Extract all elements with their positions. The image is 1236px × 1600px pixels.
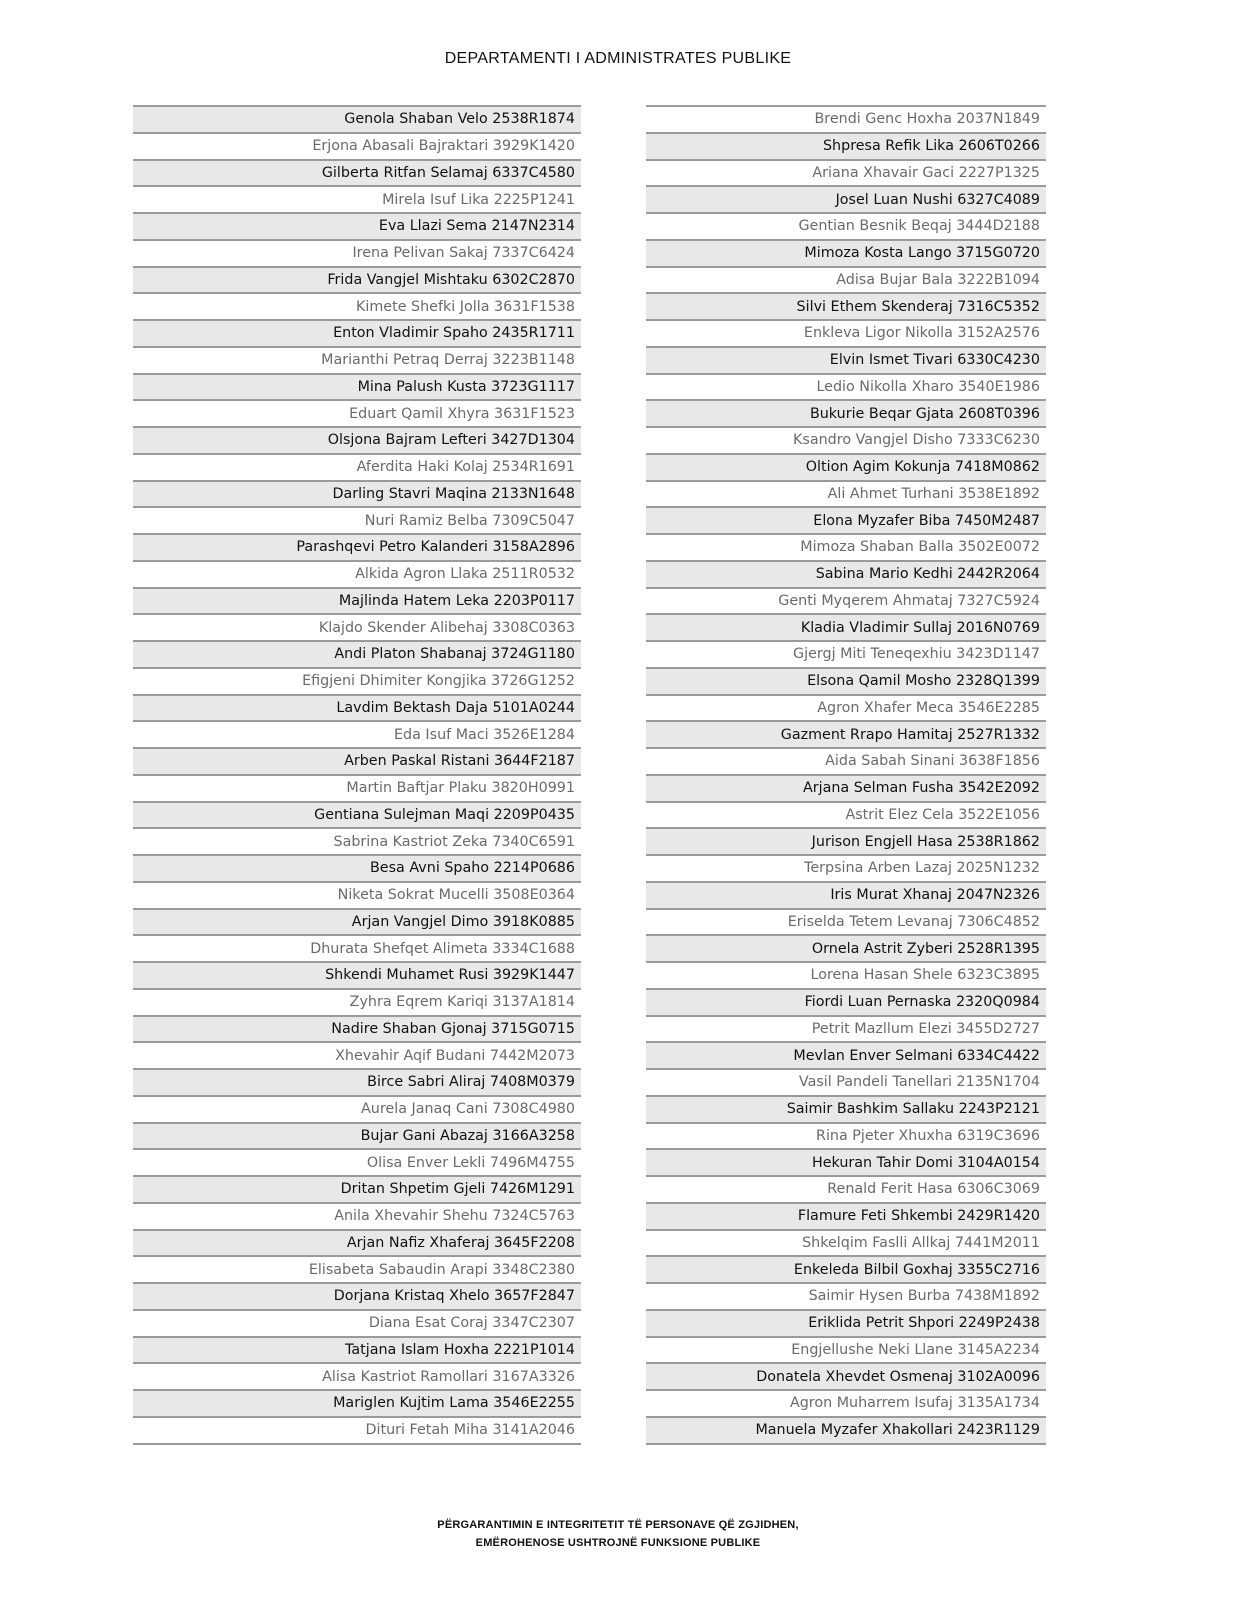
name-row: Enkleva Ligor Nikolla 3152A2576 (646, 321, 1046, 348)
name-row: Bujar Gani Abazaj 3166A3258 (133, 1124, 581, 1151)
name-row: Adisa Bujar Bala 3222B1094 (646, 268, 1046, 295)
name-row: Vasil Pandeli Tanellari 2135N1704 (646, 1070, 1046, 1097)
name-row: Parashqevi Petro Kalanderi 3158A2896 (133, 535, 581, 562)
name-row: Dritan Shpetim Gjeli 7426M1291 (133, 1177, 581, 1204)
name-row: Shpresa Refik Lika 2606T0266 (646, 134, 1046, 161)
name-row: Engjellushe Neki Llane 3145A2234 (646, 1338, 1046, 1365)
name-row: Elisabeta Sabaudin Arapi 3348C2380 (133, 1257, 581, 1284)
name-row: Kimete Shefki Jolla 3631F1538 (133, 294, 581, 321)
name-row: Erjona Abasali Bajraktari 3929K1420 (133, 134, 581, 161)
name-row: Frida Vangjel Mishtaku 6302C2870 (133, 268, 581, 295)
name-row: Ali Ahmet Turhani 3538E1892 (646, 482, 1046, 509)
name-row: Besa Avni Spaho 2214P0686 (133, 856, 581, 883)
name-row: Jurison Engjell Hasa 2538R1862 (646, 829, 1046, 856)
name-row: Iris Murat Xhanaj 2047N2326 (646, 883, 1046, 910)
name-row: Petrit Mazllum Elezi 3455D2727 (646, 1017, 1046, 1044)
name-row: Ksandro Vangjel Disho 7333C6230 (646, 428, 1046, 455)
name-row: Anila Xhevahir Shehu 7324C5763 (133, 1204, 581, 1231)
name-row: Aferdita Haki Kolaj 2534R1691 (133, 455, 581, 482)
name-row: Olsjona Bajram Lefteri 3427D1304 (133, 428, 581, 455)
name-row: Agron Xhafer Meca 3546E2285 (646, 696, 1046, 723)
name-row: Eduart Qamil Xhyra 3631F1523 (133, 401, 581, 428)
name-row: Arjan Vangjel Dimo 3918K0885 (133, 910, 581, 937)
name-row: Nadire Shaban Gjonaj 3715G0715 (133, 1017, 581, 1044)
name-row: Josel Luan Nushi 6327C4089 (646, 187, 1046, 214)
name-row: Arjana Selman Fusha 3542E2092 (646, 776, 1046, 803)
name-row: Marianthi Petraq Derraj 3223B1148 (133, 348, 581, 375)
name-row: Mimoza Shaban Balla 3502E0072 (646, 535, 1046, 562)
name-row: Silvi Ethem Skenderaj 7316C5352 (646, 294, 1046, 321)
name-row: Dituri Fetah Miha 3141A2046 (133, 1418, 581, 1445)
name-row: Ariana Xhavair Gaci 2227P1325 (646, 161, 1046, 188)
footer (0, 1516, 1236, 1552)
name-row: Sabina Mario Kedhi 2442R2064 (646, 562, 1046, 589)
name-row: Nuri Ramiz Belba 7309C5047 (133, 508, 581, 535)
name-row: Bukurie Beqar Gjata 2608T0396 (646, 401, 1046, 428)
name-row: Elsona Qamil Mosho 2328Q1399 (646, 669, 1046, 696)
name-row: Gazment Rrapo Hamitaj 2527R1332 (646, 722, 1046, 749)
name-row: Klajdo Skender Alibehaj 3308C0363 (133, 615, 581, 642)
name-row: Hekuran Tahir Domi 3104A0154 (646, 1150, 1046, 1177)
name-row: Donatela Xhevdet Osmenaj 3102A0096 (646, 1364, 1046, 1391)
name-row: Mirela Isuf Lika 2225P1241 (133, 187, 581, 214)
name-row: Genola Shaban Velo 2538R1874 (133, 107, 581, 134)
name-row: Arben Paskal Ristani 3644F2187 (133, 749, 581, 776)
name-row: Aida Sabah Sinani 3638F1856 (646, 749, 1046, 776)
name-row: Diana Esat Coraj 3347C2307 (133, 1311, 581, 1338)
name-row: Mina Palush Kusta 3723G1117 (133, 375, 581, 402)
name-row: Ornela Astrit Zyberi 2528R1395 (646, 936, 1046, 963)
page-title: DEPARTAMENTI I ADMINISTRATES PUBLIKE (444, 50, 792, 67)
name-row: Eva Llazi Sema 2147N2314 (133, 214, 581, 241)
name-row: Andi Platon Shabanaj 3724G1180 (133, 642, 581, 669)
name-row: Darling Stavri Maqina 2133N1648 (133, 482, 581, 509)
name-row: Mimoza Kosta Lango 3715G0720 (646, 241, 1046, 268)
name-row: Enkeleda Bilbil Goxhaj 3355C2716 (646, 1257, 1046, 1284)
name-row: Gilberta Ritfan Selamaj 6337C4580 (133, 161, 581, 188)
name-row: Manuela Myzafer Xhakollari 2423R1129 (646, 1418, 1046, 1445)
name-row: Aurela Janaq Cani 7308C4980 (133, 1097, 581, 1124)
name-row: Saimir Bashkim Sallaku 2243P2121 (646, 1097, 1046, 1124)
name-row: Kladia Vladimir Sullaj 2016N0769 (646, 615, 1046, 642)
name-row: Genti Myqerem Ahmataj 7327C5924 (646, 589, 1046, 616)
name-row: Zyhra Eqrem Kariqi 3137A1814 (133, 990, 581, 1017)
name-row: Shkendi Muhamet Rusi 3929K1447 (133, 963, 581, 990)
name-row: Mevlan Enver Selmani 6334C4422 (646, 1043, 1046, 1070)
name-row: Terpsina Arben Lazaj 2025N1232 (646, 856, 1046, 883)
name-row: Alisa Kastriot Ramollari 3167A3326 (133, 1364, 581, 1391)
name-row: Niketa Sokrat Mucelli 3508E0364 (133, 883, 581, 910)
name-row: Rina Pjeter Xhuxha 6319C3696 (646, 1124, 1046, 1151)
name-row: Elona Myzafer Biba 7450M2487 (646, 508, 1046, 535)
name-row: Elvin Ismet Tivari 6330C4230 (646, 348, 1046, 375)
name-row: Eriselda Tetem Levanaj 7306C4852 (646, 910, 1046, 937)
name-row: Irena Pelivan Sakaj 7337C6424 (133, 241, 581, 268)
name-row: Efigjeni Dhimiter Kongjika 3726G1252 (133, 669, 581, 696)
left-name-column (133, 105, 581, 1445)
name-row: Shkelqim Faslli Allkaj 7441M2011 (646, 1231, 1046, 1258)
name-row: Renald Ferit Hasa 6306C3069 (646, 1177, 1046, 1204)
name-row: Saimir Hysen Burba 7438M1892 (646, 1284, 1046, 1311)
name-row: Eda Isuf Maci 3526E1284 (133, 722, 581, 749)
name-row: Dhurata Shefqet Alimeta 3334C1688 (133, 936, 581, 963)
name-row: Majlinda Hatem Leka 2203P0117 (133, 589, 581, 616)
name-row: Birce Sabri Aliraj 7408M0379 (133, 1070, 581, 1097)
name-row: Lorena Hasan Shele 6323C3895 (646, 963, 1046, 990)
name-row: Enton Vladimir Spaho 2435R1711 (133, 321, 581, 348)
name-row: Gentian Besnik Beqaj 3444D2188 (646, 214, 1046, 241)
name-row: Alkida Agron Llaka 2511R0532 (133, 562, 581, 589)
name-row: Arjan Nafiz Xhaferaj 3645F2208 (133, 1231, 581, 1258)
name-row: Fiordi Luan Pernaska 2320Q0984 (646, 990, 1046, 1017)
name-row: Tatjana Islam Hoxha 2221P1014 (133, 1338, 581, 1365)
footer-line-2: EMËROHENOSE USHTROJNË FUNKSIONE PUBLIKE (475, 1537, 761, 1549)
name-row: Olisa Enver Lekli 7496M4755 (133, 1150, 581, 1177)
name-row: Lavdim Bektash Daja 5101A0244 (133, 696, 581, 723)
name-row: Gentiana Sulejman Maqi 2209P0435 (133, 803, 581, 830)
name-row: Xhevahir Aqif Budani 7442M2073 (133, 1043, 581, 1070)
right-name-column (646, 105, 1046, 1445)
name-row: Flamure Feti Shkembi 2429R1420 (646, 1204, 1046, 1231)
name-row: Agron Muharrem Isufaj 3135A1734 (646, 1391, 1046, 1418)
name-row: Dorjana Kristaq Xhelo 3657F2847 (133, 1284, 581, 1311)
name-row: Oltion Agim Kokunja 7418M0862 (646, 455, 1046, 482)
footer-line-1: PËRGARANTIMIN E INTEGRITETIT TË PERSONAVE QË ZGJIDHEN, (437, 1519, 799, 1531)
name-row: Eriklida Petrit Shpori 2249P2438 (646, 1311, 1046, 1338)
name-row: Sabrina Kastriot Zeka 7340C6591 (133, 829, 581, 856)
name-row: Mariglen Kujtim Lama 3546E2255 (133, 1391, 581, 1418)
name-row: Brendi Genc Hoxha 2037N1849 (646, 107, 1046, 134)
name-row: Ledio Nikolla Xharo 3540E1986 (646, 375, 1046, 402)
name-row: Gjergj Miti Teneqexhiu 3423D1147 (646, 642, 1046, 669)
name-row: Martin Baftjar Plaku 3820H0991 (133, 776, 581, 803)
name-row: Astrit Elez Cela 3522E1056 (646, 803, 1046, 830)
